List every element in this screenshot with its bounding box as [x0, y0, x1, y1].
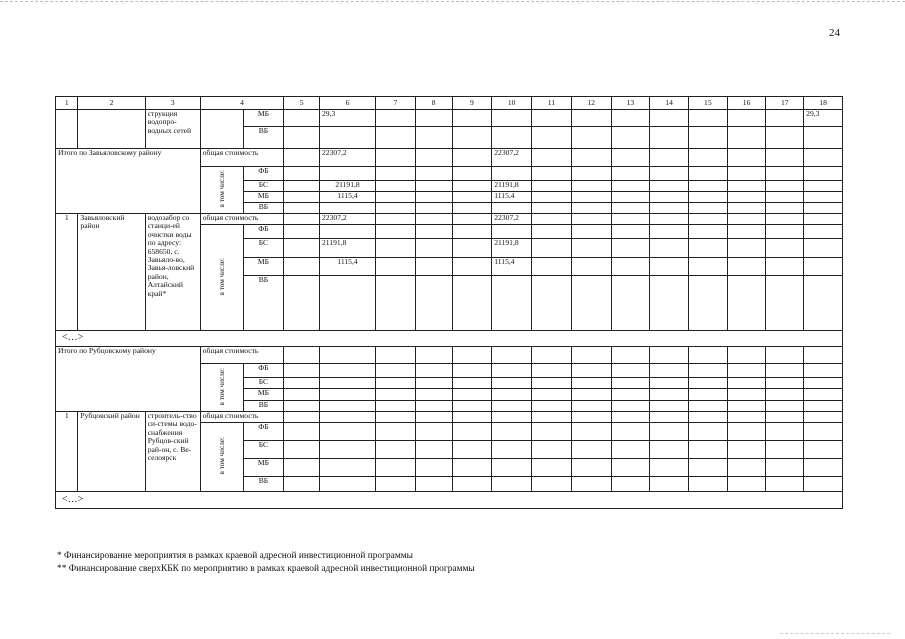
value-cell: 22307,2	[492, 149, 532, 167]
total-cost-label: общая стоимость	[200, 412, 284, 423]
header-cell: 12	[571, 97, 611, 110]
value-cell: 21191,8	[492, 239, 532, 258]
header-cell: 3	[145, 97, 200, 110]
footnotes	[57, 550, 475, 576]
funding-label: БС	[243, 181, 284, 192]
funding-label: ВБ	[243, 127, 284, 149]
header-cell: 2	[78, 97, 145, 110]
header-cell: 6	[320, 97, 376, 110]
header-cell: 4	[200, 97, 284, 110]
including-label: в том числе:	[200, 167, 243, 214]
funding-label: МБ	[243, 258, 284, 276]
omission-marker: <…>	[56, 331, 843, 347]
header-cell: 13	[611, 97, 650, 110]
investment-table	[55, 96, 843, 509]
header-cell: 15	[688, 97, 727, 110]
row-number: 1	[56, 214, 78, 331]
omission-marker: <…>	[56, 492, 843, 509]
funding-label: ВБ	[243, 401, 284, 412]
total-cost-label: общая стоимость	[200, 149, 284, 167]
funding-label: ФБ	[243, 167, 284, 181]
table-row	[56, 214, 843, 225]
funding-label: МБ	[243, 110, 284, 127]
value-cell: 29,3	[320, 110, 376, 127]
including-label: в том числе:	[200, 364, 243, 412]
table-row	[56, 110, 843, 127]
header-cell: 17	[766, 97, 804, 110]
funding-label: БС	[243, 378, 284, 389]
header-cell: 8	[415, 97, 452, 110]
measure-description: струкция водопро-водных сетей	[145, 110, 200, 149]
funding-label: МБ	[243, 389, 284, 401]
table-row	[56, 331, 843, 347]
table-row	[56, 492, 843, 509]
value-cell: 1115,4	[492, 258, 532, 276]
header-cell: 16	[727, 97, 766, 110]
funding-label: ВБ	[243, 203, 284, 214]
header-cell: 9	[452, 97, 492, 110]
including-label: в том числе:	[200, 423, 243, 492]
value-cell: 21191,8	[492, 181, 532, 192]
scan-edge-bottom	[780, 633, 890, 634]
funding-label: МБ	[243, 192, 284, 203]
funding-label: БС	[243, 441, 284, 459]
funding-label: ФБ	[243, 225, 284, 239]
funding-label: ВБ	[243, 477, 284, 492]
funding-label: ВБ	[243, 276, 284, 331]
district-name: Завьяловский район	[78, 214, 145, 331]
scan-edge-top	[0, 1, 905, 2]
value-cell: 1115,4	[320, 192, 376, 203]
value-cell: 22307,2	[320, 214, 376, 225]
table-row	[56, 347, 843, 364]
district-total-label: Итого по Рубцовскому району	[56, 347, 201, 412]
total-cost-label: общая стоимость	[200, 347, 284, 364]
measure-description: водозабор со станци-ей очистки воды по адресу: 658650, с. Завьяло-во, Завья-ловский район, Алтайский край*	[145, 214, 200, 331]
total-cost-label: общая стоимость	[200, 214, 284, 225]
value-cell: 29,3	[804, 110, 843, 127]
header-cell: 7	[376, 97, 416, 110]
value-cell: 22307,2	[320, 149, 376, 167]
measure-description: строитель-ство си-стемы водо-снабжения Рубцов-ский рай-он, с. Ве-селоярск	[145, 412, 200, 492]
table-row	[56, 149, 843, 167]
header-cell: 5	[284, 97, 320, 110]
value-cell: 21191,8	[320, 239, 376, 258]
value-cell: 1115,4	[492, 192, 532, 203]
district-total-label: Итого по Завьяловскому району	[56, 149, 201, 214]
header-cell: 10	[492, 97, 532, 110]
value-cell: 1115,4	[320, 258, 376, 276]
header-cell: 11	[532, 97, 572, 110]
header-cell: 1	[56, 97, 78, 110]
district-name: Рубцовский район	[78, 412, 145, 492]
footnote: * Финансирование мероприятия в рамках краевой адресной инвестиционной программы	[57, 551, 413, 561]
value-cell: 21191,8	[320, 181, 376, 192]
funding-label: БС	[243, 239, 284, 258]
header-cell: 18	[804, 97, 843, 110]
table-row	[56, 412, 843, 423]
funding-label: ФБ	[243, 423, 284, 441]
header-row	[56, 97, 843, 110]
row-number: 1	[56, 412, 78, 492]
including-label: в том числе:	[200, 225, 243, 331]
page-number: 24	[829, 27, 840, 39]
funding-label: МБ	[243, 459, 284, 477]
header-cell: 14	[650, 97, 689, 110]
footnote: ** Финансирование сверхКБК по мероприятию в рамках краевой адресной инвестиционной программы	[57, 564, 475, 574]
funding-label: ФБ	[243, 364, 284, 378]
value-cell: 22307,2	[492, 214, 532, 225]
